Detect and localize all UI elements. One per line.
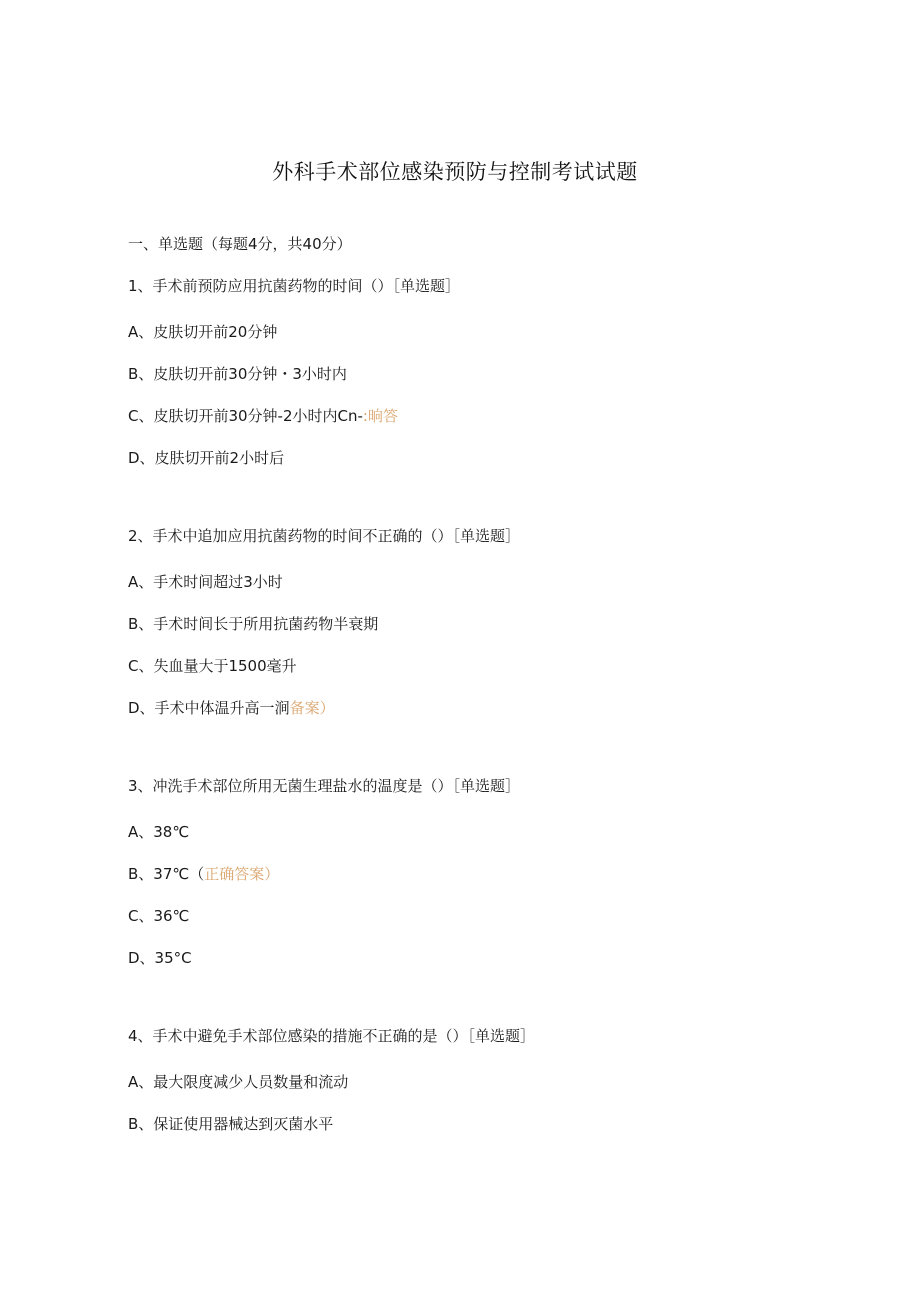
option [128,656,297,676]
option [128,864,279,884]
option [128,448,284,468]
option-text: A、手术时间超过3小时 [128,573,283,591]
option-text: D、皮肤切开前2小时后 [128,449,285,467]
option [128,1114,333,1134]
option [128,822,189,842]
option [128,572,283,592]
question-stem: 3、冲洗手术部位所用无菌生理盐水的温度是（）［单选题］ [128,777,521,795]
document-title: 外科手术部位感染预防与控制考试试题 [272,160,638,184]
option-text: A、皮肤切开前20分钟 [128,323,278,341]
option [128,1072,348,1092]
option-text: D、35°C [128,949,192,967]
option-text: C、36℃ [128,907,190,925]
question-stem: 4、手术中避免手术部位感染的措施不正确的是（）［单选题］ [128,1027,536,1045]
option [128,906,189,926]
question-stem: 1、手术前预防应用抗菌药物的时间（）［单选题］ [128,277,461,295]
answer-annotation: :晌答 [362,407,398,425]
option-text: A、38℃ [128,823,190,841]
section-header: 一、单选题（每题4分，共40分） [128,235,352,253]
answer-annotation: 正确答案） [204,865,280,883]
option-text: C、皮肤切开前30分钟-2小时内Cn- [128,407,363,425]
option [128,322,277,342]
option-text: B、37℃（ [128,865,205,883]
option [128,406,398,426]
option [128,948,192,968]
option-text: B、手术时间长于所用抗菌药物半衰期 [128,615,379,633]
option-text: D、手术中体温升高一涧 [128,699,290,717]
answer-annotation: 备案） [289,699,335,717]
option [128,364,347,384]
question-stem: 2、手术中追加应用抗菌药物的时间不正确的（）［单选题］ [128,527,521,545]
option-text: A、最大限度减少人员数量和流动 [128,1073,349,1091]
option-text: C、失血量大于1500毫升 [128,657,297,675]
option-text: B、保证使用器械达到灭菌水平 [128,1115,334,1133]
option [128,614,378,634]
option-text: B、皮肤切开前30分钟・3小时内 [128,365,347,383]
option [128,698,335,718]
